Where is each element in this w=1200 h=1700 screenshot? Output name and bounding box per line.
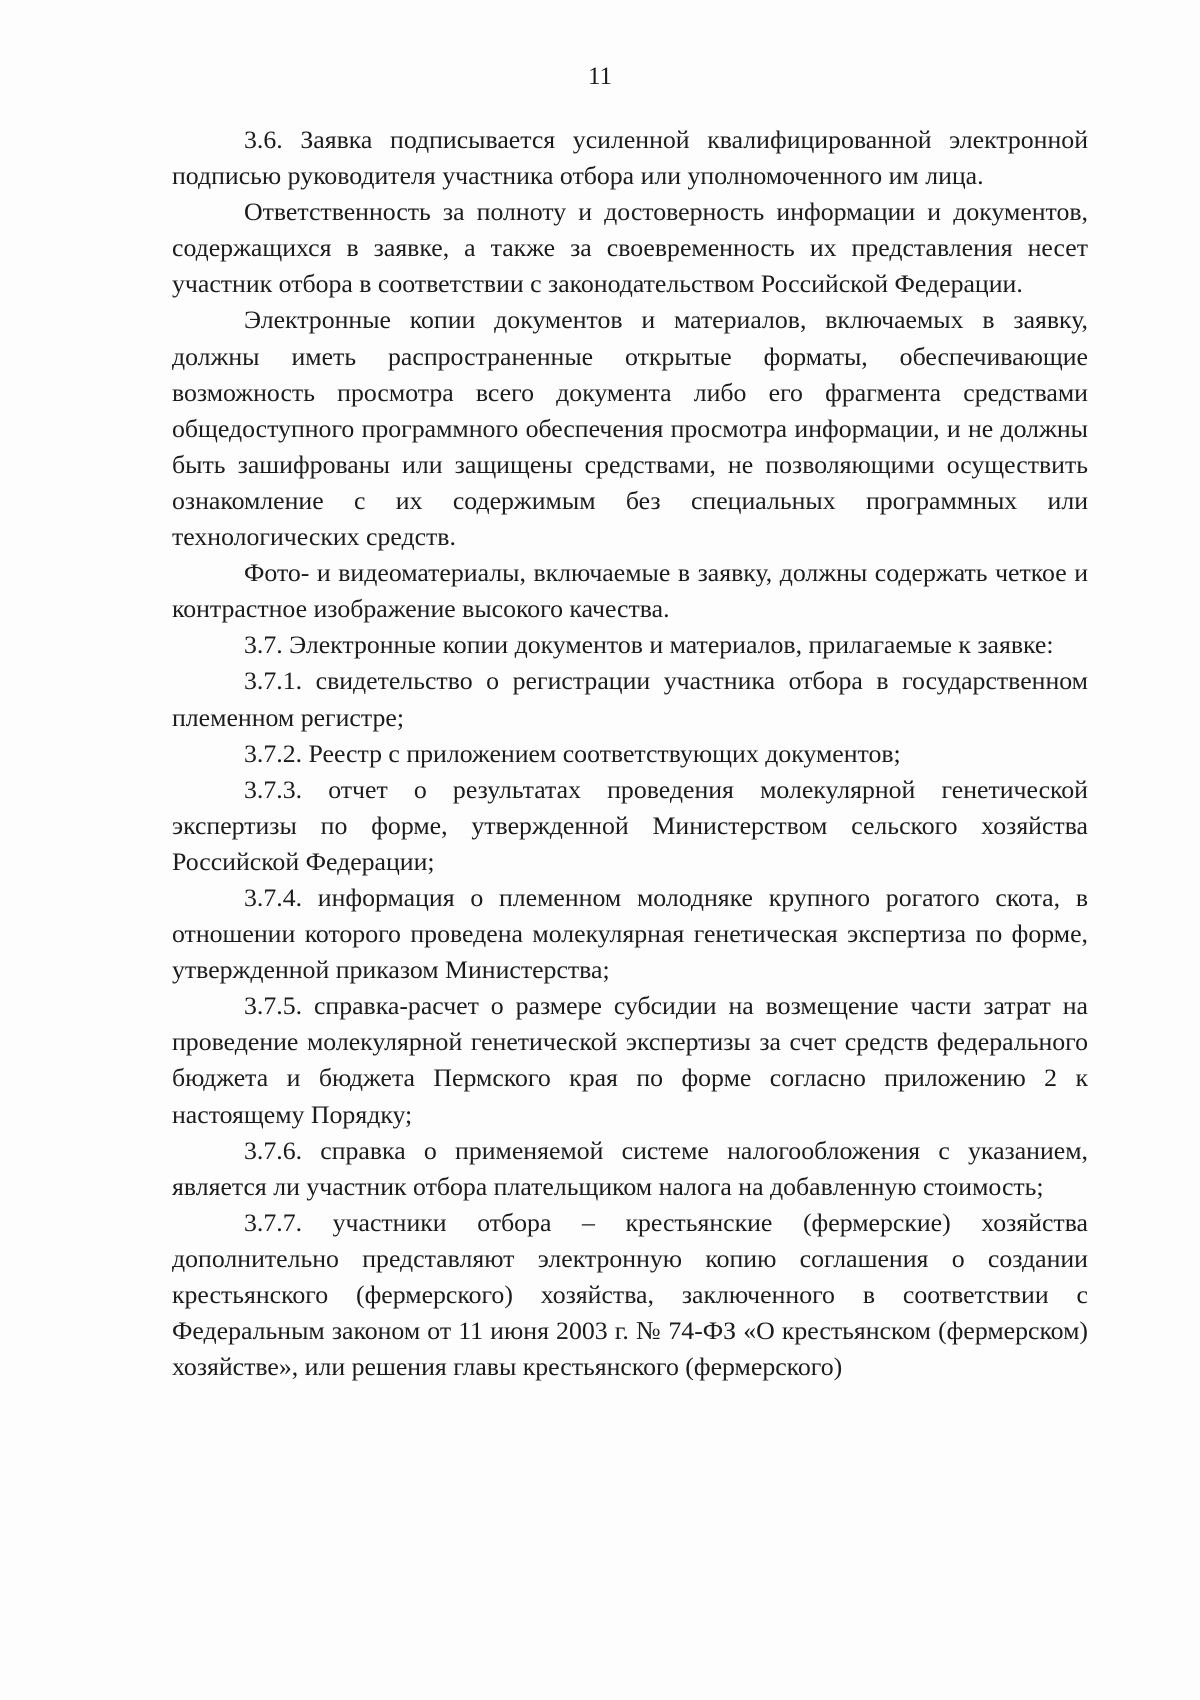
paragraph-3-7-5: 3.7.5. справка-расчет о размере субсидии на возмещение части затрат на проведение молекулярной генетической экспертизы за счет средств федерального бюджета и бюджета Пермского края по форме согласно приложению 2 к настоящему Порядку; (172, 991, 1088, 1129)
paragraph-3-7-6: 3.7.6. справка о применяемой системе налогообложения с указанием, является ли участник отбора плательщиком налога на добавленную стоимость; (172, 1135, 1088, 1201)
paragraph-3-7-3: 3.7.3. отчет о результатах проведения молекулярной генетической экспертизы по форме, утвержденной Министерством сельского хозяйства Российской Федерации; (172, 774, 1088, 876)
paragraph-responsibility: Ответственность за полноту и достоверность информации и документов, содержащихся в заявке, а также за своевременность их представления несет участник отбора в соответствии с законодательством Российской Федерации. (172, 197, 1088, 299)
paragraph-photo-video: Фото- и видеоматериалы, включаемые в заявку, должны содержать четкое и контрастное изображение высокого качества. (172, 558, 1088, 624)
paragraph-electronic-copies-formats: Электронные копии документов и материалов, включаемых в заявку, должны иметь распространенные открытые форматы, обеспечивающие возможность просмотра всего документа либо его фрагмента средствами общедоступного программного обеспечения просмотра информации, и не должны быть зашифрованы или защищены средствами, не позволяющими осуществить ознакомление с их содержимым без специальных программных или технологических средств. (172, 305, 1088, 552)
page-number: 11 (587, 63, 613, 90)
paragraph-3-7: 3.7. Электронные копии документов и материалов, прилагаемые к заявке: (244, 630, 1054, 660)
paragraph-3-7-4: 3.7.4. информация о племенном молодняке крупного рогатого скота, в отношении которого проведена молекулярная генетическая экспертиза по форме, утвержденной приказом Министерства; (172, 882, 1088, 985)
document-body (172, 122, 1088, 1385)
paragraph-3-7-7: 3.7.7. участники отбора – крестьянские (фермерские) хозяйства дополнительно представляют электронную копию соглашения о создании крестьянского (фермерского) хозяйства, заключенного в соответствии с Федеральным законом от 11 июня 2003 г. № 74-ФЗ «О крестьянском (фермерском) хозяйстве», или решения главы крестьянского (фермерского) (172, 1207, 1088, 1382)
paragraph-3-7-2: 3.7.2. Реестр с приложением соответствующих документов; (244, 738, 901, 768)
paragraph-3-7-1: 3.7.1. свидетельство о регистрации участника отбора в государственном племенном регистре; (172, 666, 1088, 732)
paragraph-3-6: 3.6. Заявка подписывается усиленной квалифицированной электронной подписью руководителя участника отбора или уполномоченного им лица. (172, 125, 1088, 191)
